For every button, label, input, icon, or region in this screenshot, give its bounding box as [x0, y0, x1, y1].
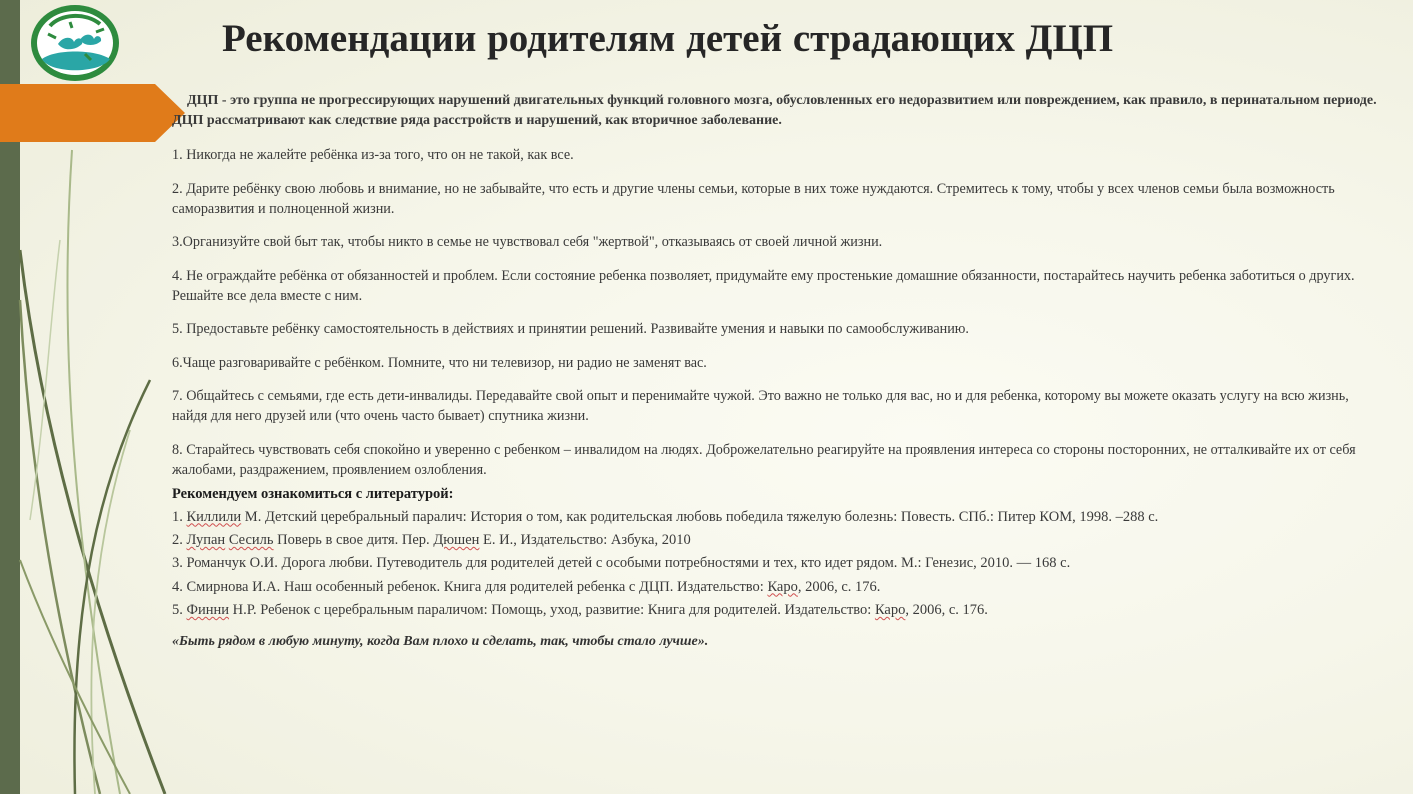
recommendation-4: 4. Не ограждайте ребёнка от обязанностей и проблем. Если состояние ребенка позволяет, придумайте ему простенькие домашние обязанности, постарайтесь научить ребенка заботиться о других. Решайте все дела вместе с ним.	[172, 267, 1355, 304]
bird-nature-logo-icon	[30, 4, 120, 82]
page-title: Рекомендации родителям детей страдающих ДЦП	[222, 17, 1114, 60]
closing-quote: «Быть рядом в любую минуту, когда Вам плохо и сделать, так, чтобы стало лучше».	[172, 634, 709, 650]
literature-item-3: 3. Романчук О.И. Дорога любви. Путеводитель для родителей детей с особыми потребностями и тех, кто идет рядом. М.: Генезис, 2010. — 168 с.	[172, 555, 1071, 572]
orange-arrow-banner	[0, 84, 185, 142]
literature-item-4: 4. Смирнова И.А. Наш особенный ребенок. Книга для родителей ребенка с ДЦП. Издательство: Каро, 2006, с. 176.	[172, 578, 881, 595]
intro-paragraph: ДЦП - это группа не прогрессирующих нарушений двигательных функций головного мозга, обусловленных его недоразвитием или повреждением, как правило, в перинатальном периоде. ДЦП рассматривают как следствие ряда расстройств и нарушений, как вторичное заболевание.	[172, 93, 1377, 128]
literature-item-1: 1. Киллили М. Детский церебральный паралич: История о том, как родительская любовь победила тяжелую болезнь: Повесть. СПб.: Питер КОМ, 1998. –288 с.	[172, 508, 1159, 525]
recommendation-2: 2. Дарите ребёнку свою любовь и внимание, но не забывайте, что есть и другие члены семьи, которые в них тоже нуждаются. Стремитесь к тому, чтобы у всех членов семьи была возможность саморазвития и полноценной жизни.	[172, 180, 1335, 217]
recommendation-8: 8. Старайтесь чувствовать себя спокойно и уверенно с ребенком – инвалидом на людях. Доброжелательно реагируйте на проявления интереса со стороны посторонних, не отталкивайте их от себя жалобами, раздражением, проявлением озлобления.	[172, 441, 1356, 478]
recommendation-1: 1. Никогда не жалейте ребёнка из-за того, что он не такой, как все.	[172, 147, 574, 163]
recommendation-6: 6.Чаще разговаривайте с ребёнком. Помните, что ни телевизор, ни радио не заменят вас.	[172, 354, 707, 371]
recommendation-3: 3.Организуйте свой быт так, чтобы никто в семье не чувствовал себя "жертвой", отказываясь от своей личной жизни.	[172, 234, 883, 250]
content-body	[172, 91, 1382, 652]
recommendation-7: 7. Общайтесь с семьями, где есть дети-инвалиды. Передавайте свой опыт и перенимайте чужой. Это важно не только для вас, но и для ребенка, которому вы можете оказать услугу на всю жизнь, найдя для него друзей или (что очень часто бывает) спутника жизни.	[172, 388, 1349, 424]
recommendation-5: 5. Предоставьте ребёнку самостоятельность в действиях и принятии решений. Развивайте умения и навыки по самообслуживанию.	[172, 321, 969, 337]
literature-item-2: 2. Лупан Сесиль Поверь в свое дитя. Пер. Дюшен Е. И., Издательство: Азбука, 2010	[172, 531, 691, 548]
literature-item-5: 5. Финни Н.Р. Ребенок с церебральным параличом: Помощь, уход, развитие: Книга для родителей. Издательство: Каро, 2006, с. 176.	[172, 602, 988, 619]
literature-heading: Рекомендуем ознакомиться с литературой:	[172, 485, 454, 502]
